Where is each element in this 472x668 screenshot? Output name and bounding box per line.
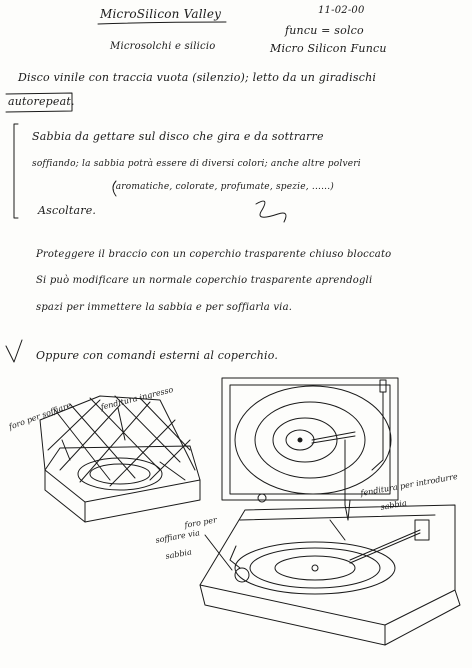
paragraph-bracket	[14, 124, 18, 218]
header-title: MicroSilicon Valley	[100, 7, 222, 21]
check-mark	[6, 340, 22, 362]
text-line-3: Sabbia da gettare sul disco che gira e da sottrarre	[32, 130, 324, 143]
text-line-7: Proteggere il braccio con un coperchio trasparente chiuso bloccato	[36, 249, 392, 260]
text-line-1: Disco vinile con traccia vuota (silenzio); letto da un giradischi	[18, 71, 377, 84]
left-turntable-sketch	[40, 396, 200, 522]
text-line-4: soffiando; la sabbia potrà essere di diversi colori; anche altre polveri	[32, 159, 361, 169]
title-underline	[98, 22, 226, 24]
label-right-hole-1: foro per	[183, 515, 218, 530]
autorepeat-box	[6, 93, 72, 112]
text-line-8: Si può modificare un normale coperchio trasparente aprendogli	[36, 275, 373, 286]
header-date: 11-02-00	[318, 5, 365, 16]
text-line-2: autorepeat.	[8, 95, 75, 108]
right-base-sketch	[200, 500, 460, 645]
header-subtitle: Microsolchi e silicio	[110, 41, 216, 52]
signature-squiggle	[256, 201, 286, 222]
text-line-6: Ascoltare.	[38, 204, 97, 217]
right-lid-sketch	[222, 378, 398, 520]
label-right-slot-2: sabbia	[379, 498, 408, 512]
label-right-slot-1: fenditura per introdurre	[359, 471, 459, 498]
label-left-slot: fenditura ingresso	[99, 385, 175, 412]
label-left-hole: foro per soffiare	[7, 400, 73, 432]
header-right-line2: Micro Silicon Funcu	[270, 42, 387, 55]
label-right-hole-3: sabbia	[164, 547, 193, 561]
header-right-line1: funcu = solco	[285, 24, 364, 37]
label-right-hole-2: soffiare via	[154, 528, 201, 545]
text-line-9: spazi per immettere la sabbia e per soffiarla via.	[36, 302, 293, 313]
text-line-10: Oppure con comandi esterni al coperchio.	[36, 349, 279, 362]
text-line-5: (aromatiche, colorate, profumate, spezie, ......)	[112, 182, 334, 192]
